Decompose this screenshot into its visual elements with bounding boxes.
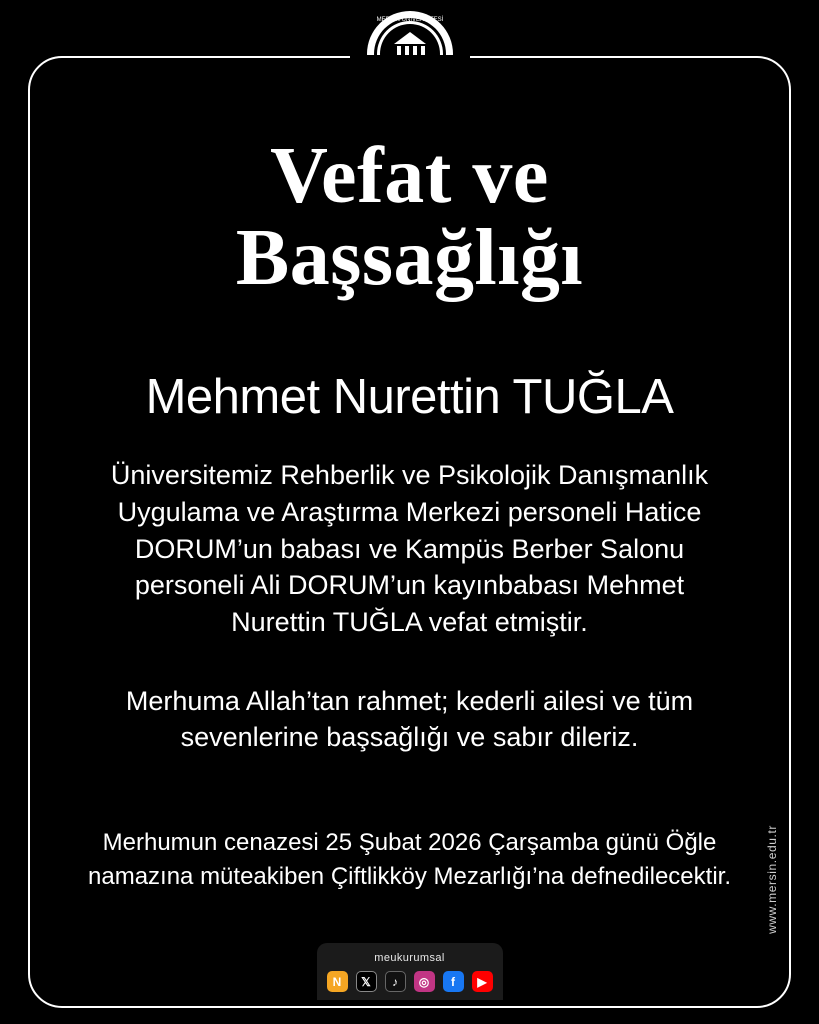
social-handle: meukurumsal — [374, 952, 445, 964]
tiktok-icon[interactable]: ♪ — [385, 971, 406, 992]
website-url: www.mersin.edu.tr — [765, 825, 779, 934]
instagram-icon[interactable]: ◎ — [414, 971, 435, 992]
announcement-card — [28, 56, 791, 1008]
headline-line-1: Vefat ve — [270, 132, 549, 220]
svg-text:MERSİN ÜNİVERSİTESİ: MERSİN ÜNİVERSİTESİ — [376, 17, 443, 23]
deceased-name: Mehmet Nurettin TUĞLA — [145, 370, 674, 425]
headline-line-2: Başsağlığı — [235, 213, 584, 302]
page-title — [68, 58, 751, 302]
social-bar — [317, 943, 503, 1000]
funeral-paragraph: Merhumun cenazesi 25 Şubat 2026 Çarşamba günü Öğle namazına müteakiben Çiftlikköy Mezarlığı’na defnedilecektir. — [88, 829, 731, 890]
announcement-paragraph: Üniversitemiz Rehberlik ve Psikolojik Danışmanlık Uygulama ve Araştırma Merkezi personeli Hatice DORUM’un babası ve Kampüs Berber Salonu personeli Ali DORUM’un kayınbabası Mehmet Nurettin TUĞLA vefat etmiştir. — [110, 460, 709, 637]
social-icon-list — [317, 971, 503, 992]
x-twitter-icon[interactable]: 𝕏 — [356, 971, 377, 992]
card-content — [30, 58, 789, 1006]
news-icon[interactable]: N — [327, 971, 348, 992]
youtube-icon[interactable]: ▶ — [472, 971, 493, 992]
condolence-paragraph: Merhuma Allah’tan rahmet; kederli ailesi ve tüm sevenlerine başsağlığı ve sabır dileriz. — [125, 685, 694, 753]
facebook-icon[interactable]: f — [443, 971, 464, 992]
